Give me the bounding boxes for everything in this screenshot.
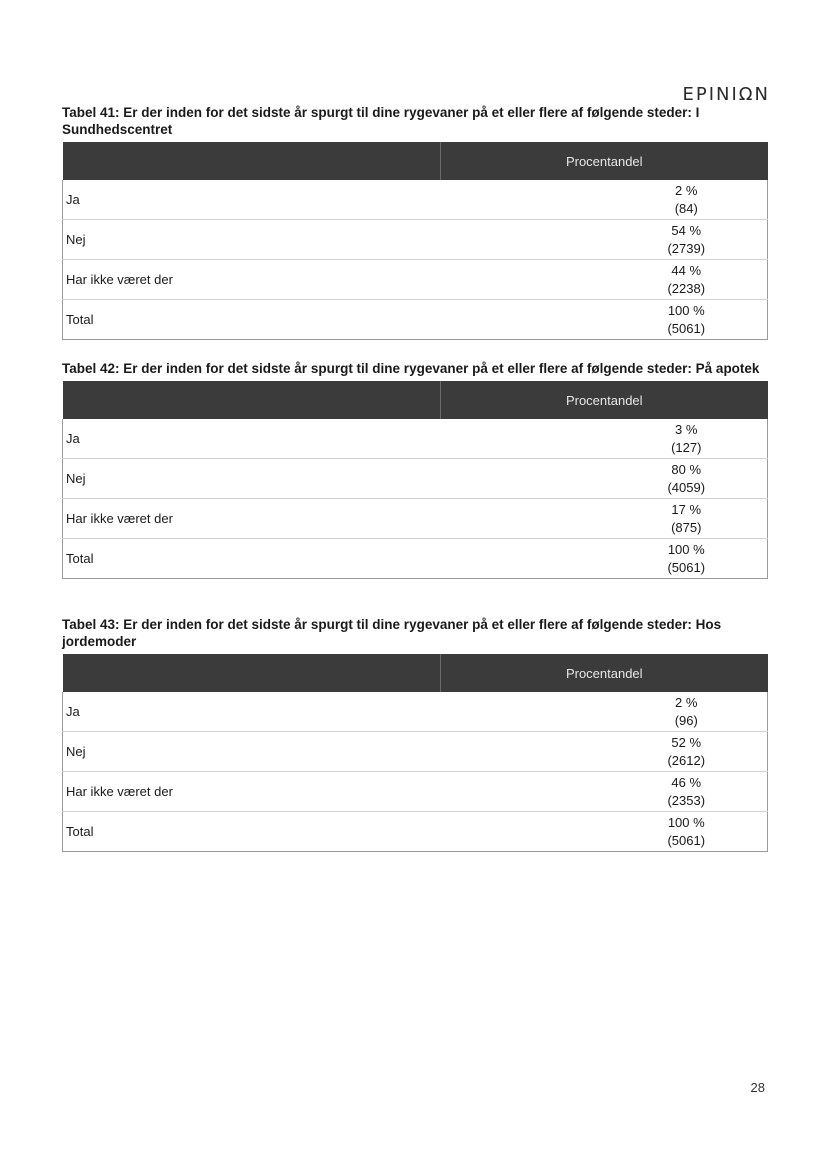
count-value: (875) — [671, 519, 702, 535]
count-value: (5061) — [667, 559, 706, 575]
table-header-row — [63, 654, 768, 692]
table-row — [63, 732, 768, 772]
row-label: Nej — [63, 220, 441, 260]
table-row — [63, 300, 768, 340]
percent-value: 3 % — [675, 421, 698, 437]
row-value — [441, 419, 768, 459]
row-value — [441, 732, 768, 772]
table-row — [63, 812, 768, 852]
count-value: (4059) — [667, 479, 706, 495]
row-value — [441, 300, 768, 340]
data-table — [62, 654, 768, 852]
table-header-row — [63, 142, 768, 180]
table-row — [63, 499, 768, 539]
column-header-procentandel: Procentandel — [441, 381, 768, 419]
row-value — [441, 499, 768, 539]
table-row — [63, 459, 768, 499]
count-value: (5061) — [667, 320, 706, 336]
row-label: Har ikke været der — [63, 499, 441, 539]
page-number: 28 — [750, 1080, 765, 1095]
header-empty-cell — [63, 142, 441, 180]
table-row — [63, 220, 768, 260]
table-title: Tabel 41: Er der inden for det sidste år spurgt til dine rygevaner på et eller flere af følgende steder: I Sundhedscentret — [62, 105, 700, 137]
table-row — [63, 539, 768, 579]
row-label: Total — [63, 539, 441, 579]
row-value — [441, 459, 768, 499]
count-value: (127) — [671, 439, 702, 455]
row-value — [441, 812, 768, 852]
count-value: (2353) — [667, 792, 706, 808]
table-row — [63, 180, 768, 220]
row-value — [441, 260, 768, 300]
percent-value: 46 % — [671, 774, 702, 790]
percent-value: 52 % — [671, 734, 702, 750]
count-value: (5061) — [667, 832, 706, 848]
header-empty-cell — [63, 381, 441, 419]
data-table — [62, 142, 768, 340]
table-row — [63, 260, 768, 300]
table-42-block — [62, 360, 767, 579]
row-label: Ja — [63, 180, 441, 220]
row-label: Ja — [63, 692, 441, 732]
count-value: (2612) — [667, 752, 706, 768]
count-value: (2238) — [667, 280, 706, 296]
percent-value: 44 % — [671, 262, 702, 278]
row-label: Har ikke været der — [63, 772, 441, 812]
row-label: Total — [63, 300, 441, 340]
percent-value: 2 % — [675, 694, 698, 710]
row-value — [441, 220, 768, 260]
row-label: Nej — [63, 459, 441, 499]
row-value — [441, 772, 768, 812]
percent-value: 100 % — [667, 302, 705, 318]
row-value — [441, 180, 768, 220]
table-title: Tabel 43: Er der inden for det sidste år spurgt til dine rygevaner på et eller flere af følgende steder: Hos jordemoder — [62, 617, 722, 649]
row-value — [441, 692, 768, 732]
table-43-block — [62, 616, 767, 852]
table-title: Tabel 42: Er der inden for det sidste år spurgt til dine rygevaner på et eller flere af følgende steder: På apotek — [62, 361, 760, 376]
table-row — [63, 692, 768, 732]
column-header-procentandel: Procentandel — [441, 142, 768, 180]
data-table — [62, 381, 768, 579]
row-label: Total — [63, 812, 441, 852]
count-value: (2739) — [667, 240, 706, 256]
percent-value: 54 % — [671, 222, 702, 238]
count-value: (96) — [674, 712, 698, 728]
count-value: (84) — [674, 200, 698, 216]
column-header-procentandel: Procentandel — [441, 654, 768, 692]
percent-value: 2 % — [675, 182, 698, 198]
percent-value: 80 % — [671, 461, 702, 477]
table-row — [63, 419, 768, 459]
table-41-block — [62, 104, 767, 340]
table-row — [63, 772, 768, 812]
row-label: Nej — [63, 732, 441, 772]
row-value — [441, 539, 768, 579]
row-label: Har ikke været der — [63, 260, 441, 300]
epinion-logo: EPINIΩN — [682, 84, 770, 105]
header-empty-cell — [63, 654, 441, 692]
percent-value: 100 % — [667, 814, 705, 830]
percent-value: 100 % — [667, 541, 705, 557]
percent-value: 17 % — [671, 501, 702, 517]
row-label: Ja — [63, 419, 441, 459]
table-header-row — [63, 381, 768, 419]
